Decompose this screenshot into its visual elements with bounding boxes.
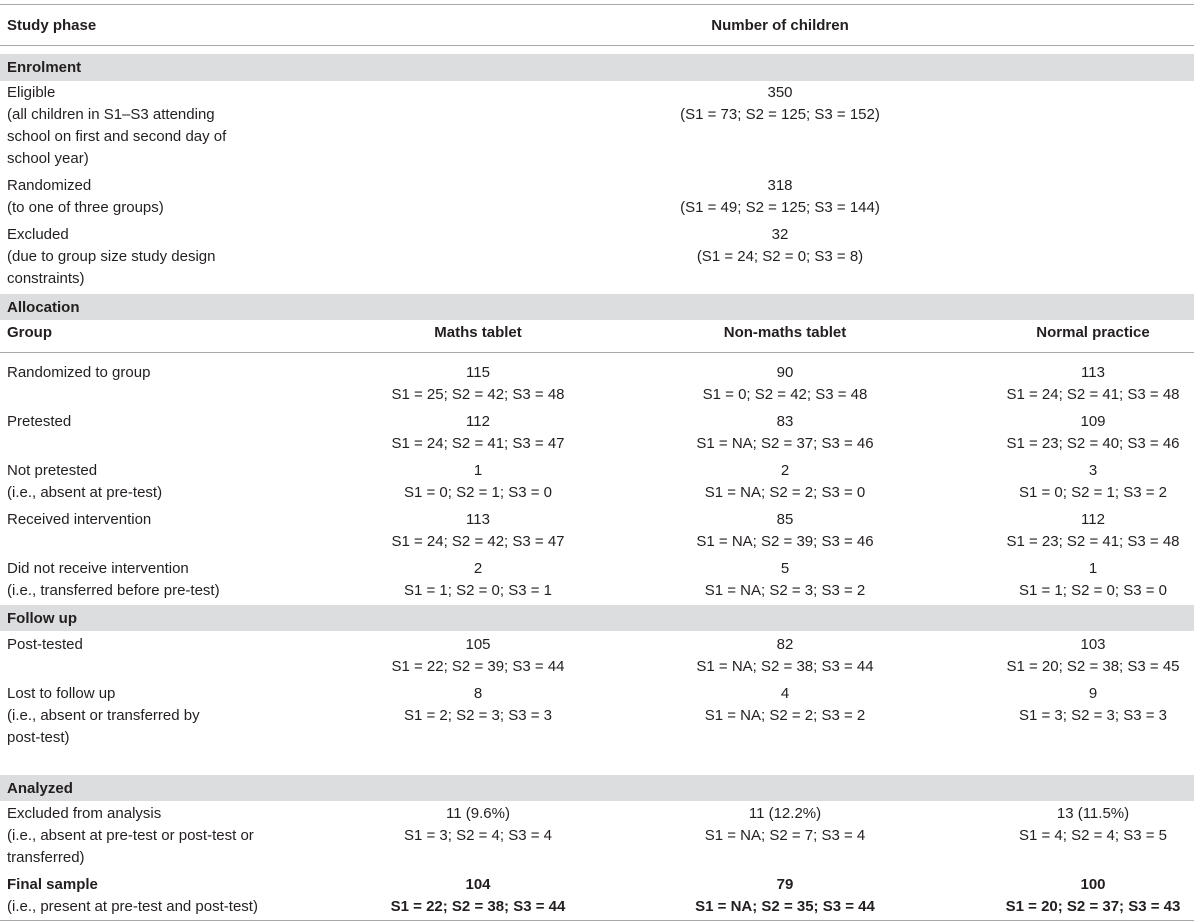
cell-maths-tablet xyxy=(360,634,596,678)
cell-text-line: (i.e., present at pre-test and post-test) xyxy=(7,898,258,915)
cell-text-line: S1 = 24; S2 = 41; S3 = 47 xyxy=(391,435,565,452)
cell-text-line: (to one of three groups) xyxy=(7,199,164,216)
cell-text-line: Post-tested xyxy=(7,636,83,653)
cell-text-line: Excluded xyxy=(7,226,69,243)
cell-text-line: constraints) xyxy=(7,270,85,287)
cell-text-line: 113 xyxy=(466,511,490,528)
cell-text-line: 1 xyxy=(1088,560,1098,577)
cell-text-line: 5 xyxy=(780,560,790,577)
cell-non-maths-tablet xyxy=(661,803,909,847)
cell-non-maths-tablet xyxy=(661,411,909,455)
cell-text-line: 13 (11.5%) xyxy=(1056,805,1130,822)
section-title: Follow up xyxy=(7,610,77,627)
cell-non-maths-tablet xyxy=(661,874,909,918)
header-rule xyxy=(0,45,1194,46)
cell-maths-tablet xyxy=(360,362,596,406)
cell-text-line: 85 xyxy=(776,511,794,528)
cell-normal-practice xyxy=(966,683,1200,727)
cell-text-line: 3 xyxy=(1088,462,1098,479)
cell-text-line: S1 = NA; S2 = 2; S3 = 0 xyxy=(704,484,866,501)
section-allocation xyxy=(0,294,1194,320)
cell-text-line: 109 xyxy=(1080,413,1106,430)
row-label-did-not-receive-intervention xyxy=(7,558,267,602)
cell-text-line: S1 = 4; S2 = 4; S3 = 5 xyxy=(1018,827,1168,844)
cell-text-line: S1 = 0; S2 = 1; S3 = 2 xyxy=(1018,484,1168,501)
cell-text-line: Randomized xyxy=(7,177,92,194)
cell-normal-practice xyxy=(966,558,1200,602)
cell-text-line: 79 xyxy=(776,876,794,893)
cell-maths-tablet xyxy=(360,509,596,553)
cell-text-line: S1 = 1; S2 = 0; S3 = 1 xyxy=(403,582,553,599)
cell-text-line: 9 xyxy=(1088,685,1098,702)
cell-text-line: 318 xyxy=(767,177,793,194)
row-label-randomized-to-group xyxy=(7,362,267,384)
cell-text-line: 8 xyxy=(473,685,483,702)
cell-text-line: 11 (9.6%) xyxy=(446,805,510,822)
cell-text-line: 113 xyxy=(1081,364,1105,381)
cell-text-line: S1 = NA; S2 = 37; S3 = 46 xyxy=(696,435,874,452)
cell-text-line: S1 = 20; S2 = 37; S3 = 43 xyxy=(1005,898,1181,915)
cell-text-line: 112 xyxy=(466,413,490,430)
row-label-excluded xyxy=(7,224,267,290)
cell-text-line: 112 xyxy=(1081,511,1105,528)
row-label-not-pretested xyxy=(7,460,267,504)
cell-text-line: S1 = 23; S2 = 41; S3 = 48 xyxy=(1006,533,1180,550)
cell-text-line: Final sample xyxy=(7,876,98,893)
row-label-excluded-from-analysis xyxy=(7,803,267,869)
cell-maths-tablet xyxy=(360,411,596,455)
cell-text-line: (i.e., absent or transferred by xyxy=(7,707,200,724)
cell-text-line: (i.e., absent at pre-test or post-test or xyxy=(7,827,254,844)
cell-text-line: 103 xyxy=(1080,636,1106,653)
cell-maths-tablet xyxy=(360,558,596,602)
cell-text-line: S1 = 20; S2 = 38; S3 = 45 xyxy=(1006,658,1180,675)
cell-text-line: (due to group size study design xyxy=(7,248,216,265)
cell-text-line: 11 (12.2%) xyxy=(748,805,822,822)
cell-text-line: Received intervention xyxy=(7,511,152,528)
table-top-rule xyxy=(0,4,1194,5)
cell-text-line: S1 = NA; S2 = 35; S3 = 44 xyxy=(695,898,875,915)
cell-text-line: S1 = 2; S2 = 3; S3 = 3 xyxy=(403,707,553,724)
cell-text-line: (S1 = 49; S2 = 125; S3 = 144) xyxy=(680,199,880,216)
cell-non-maths-tablet xyxy=(661,558,909,602)
row-label-lost-to-follow-up xyxy=(7,683,267,749)
cell-non-maths-tablet xyxy=(661,634,909,678)
cell-text-line: (i.e., transferred before pre-test) xyxy=(7,582,220,599)
cell-text-line: 83 xyxy=(776,413,794,430)
cell-text-line: S1 = NA; S2 = 38; S3 = 44 xyxy=(696,658,874,675)
cell-text-line: S1 = 25; S2 = 42; S3 = 48 xyxy=(391,386,565,403)
cell-normal-practice xyxy=(966,634,1200,678)
cell-text-line: 2 xyxy=(780,462,790,479)
cell-text-line: S1 = NA; S2 = 7; S3 = 4 xyxy=(704,827,866,844)
cell-text-line: S1 = 23; S2 = 40; S3 = 46 xyxy=(1006,435,1180,452)
cell-text-line: Eligible xyxy=(7,84,56,101)
cell-non-maths-tablet xyxy=(661,460,909,504)
section-analyzed xyxy=(0,775,1194,801)
cell-text-line: 32 xyxy=(771,226,789,243)
cell-text-line: S1 = 24; S2 = 42; S3 = 47 xyxy=(391,533,565,550)
cell-text-line: 82 xyxy=(776,636,794,653)
cell-text-line: (S1 = 24; S2 = 0; S3 = 8) xyxy=(696,248,864,265)
group-header-label: Group xyxy=(7,324,52,341)
cell-text-line: school year) xyxy=(7,150,89,167)
cell-text-line: Randomized to group xyxy=(7,364,151,381)
row-label-eligible xyxy=(7,82,267,170)
cell-normal-practice xyxy=(966,509,1200,553)
cell-text-line: S1 = 0; S2 = 42; S3 = 48 xyxy=(702,386,868,403)
section-enrolment xyxy=(0,54,1194,81)
row-label-final-sample xyxy=(7,874,267,918)
cell-text-line: Excluded from analysis xyxy=(7,805,162,822)
cell-text-line: S1 = NA; S2 = 3; S3 = 2 xyxy=(704,582,866,599)
cell-text-line: Pretested xyxy=(7,413,72,430)
cell-normal-practice xyxy=(966,411,1200,455)
section-title: Analyzed xyxy=(7,780,73,797)
cell-text-line: 1 xyxy=(473,462,483,479)
cell-text-line: Did not receive intervention xyxy=(7,560,189,577)
cell-text-line: 90 xyxy=(776,364,794,381)
cell-text-line: S1 = NA; S2 = 39; S3 = 46 xyxy=(696,533,874,550)
cell-text-line: S1 = 0; S2 = 1; S3 = 0 xyxy=(403,484,553,501)
row-label-received-intervention xyxy=(7,509,267,531)
cell-text-line: transferred) xyxy=(7,849,85,866)
group-header-non-maths-tablet: Non-maths tablet xyxy=(723,324,847,341)
header-study-phase: Study phase xyxy=(7,17,97,34)
cell-non-maths-tablet xyxy=(661,362,909,406)
cell-text-line: 2 xyxy=(473,560,483,577)
cell-normal-practice xyxy=(966,460,1200,504)
cell-text-line: S1 = 1; S2 = 0; S3 = 0 xyxy=(1018,582,1168,599)
cell-normal-practice xyxy=(966,874,1200,918)
cell-text-line: post-test) xyxy=(7,729,70,746)
cell-text-line: school on first and second day of xyxy=(7,128,227,145)
cell-text-line: S1 = 3; S2 = 3; S3 = 3 xyxy=(1018,707,1168,724)
group-header-maths-tablet: Maths tablet xyxy=(434,324,522,341)
cell-maths-tablet xyxy=(360,683,596,727)
cell-text-line: S1 = 24; S2 = 41; S3 = 48 xyxy=(1006,386,1180,403)
cell-text-line: (i.e., absent at pre-test) xyxy=(7,484,163,501)
cell-text-line: S1 = NA; S2 = 2; S3 = 2 xyxy=(704,707,866,724)
cell-text-line: 104 xyxy=(465,876,491,893)
cell-normal-practice xyxy=(966,803,1200,847)
group-header-rule xyxy=(0,352,1194,353)
cell-text-line: 105 xyxy=(465,636,491,653)
row-value-excluded xyxy=(560,224,1000,268)
cell-text-line: S1 = 22; S2 = 39; S3 = 44 xyxy=(391,658,565,675)
cell-text-line: S1 = 3; S2 = 4; S3 = 4 xyxy=(403,827,553,844)
cell-text-line: (S1 = 73; S2 = 125; S3 = 152) xyxy=(680,106,880,123)
cell-non-maths-tablet xyxy=(661,509,909,553)
group-header-normal-practice: Normal practice xyxy=(1036,324,1150,341)
row-label-randomized xyxy=(7,175,267,219)
cell-text-line: 115 xyxy=(466,364,490,381)
header-number-of-children: Number of children xyxy=(711,17,849,34)
row-value-eligible xyxy=(560,82,1000,126)
cell-normal-practice xyxy=(966,362,1200,406)
section-title: Allocation xyxy=(7,299,80,316)
cell-text-line: (all children in S1–S3 attending xyxy=(7,106,215,123)
cell-maths-tablet xyxy=(360,803,596,847)
row-label-post-tested xyxy=(7,634,267,656)
section-title: Enrolment xyxy=(7,59,82,76)
row-value-randomized xyxy=(560,175,1000,219)
cell-text-line: Not pretested xyxy=(7,462,98,479)
section-follow-up xyxy=(0,605,1194,631)
row-label-pretested xyxy=(7,411,267,433)
table-bottom-rule xyxy=(0,920,1194,921)
cell-maths-tablet xyxy=(360,874,596,918)
cell-non-maths-tablet xyxy=(661,683,909,727)
cell-text-line: 350 xyxy=(767,84,793,101)
cell-text-line: Lost to follow up xyxy=(7,685,116,702)
cell-maths-tablet xyxy=(360,460,596,504)
cell-text-line: S1 = 22; S2 = 38; S3 = 44 xyxy=(390,898,566,915)
cell-text-line: 100 xyxy=(1080,876,1106,893)
cell-text-line: 4 xyxy=(780,685,790,702)
